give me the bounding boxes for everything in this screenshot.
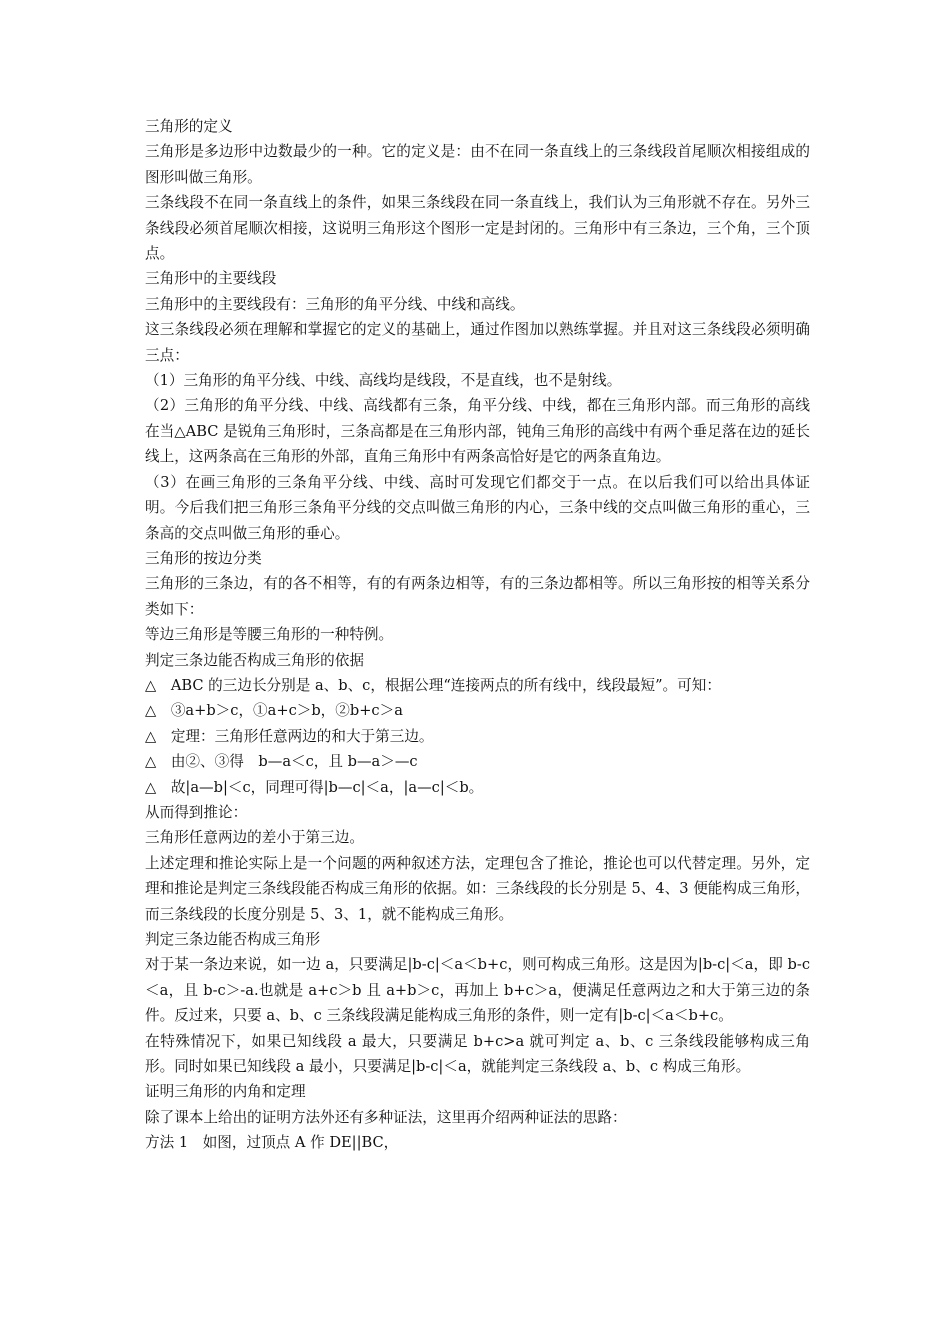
paragraph-special-case: 在特殊情况下，如果已知线段 a 最大，只要满足 b+c>a 就可判定 a、b、c 三条线段能够构成三角形。同时如果已知线段 a 最小，只要满足|b-c|＜a，就能判定三条线段 a、b、c 构成三角形。 (145, 1032, 810, 1076)
list-item-point-1: （1）三角形的角平分线、中线、高线均是线段，不是直线，也不是射线。 (145, 372, 622, 390)
paragraph-judge-side: 对于某一条边来说，如一边 a，只要满足|b-c|＜a＜b+c，则可构成三角形。这是因为|b-c|＜a，即 b-c＜a，且 b-c＞-a.也就是 a+c＞b 且 a+b＞c，再加上 b+c＞a，便满足任意两边之和大于第三边的条件。反过来，只要 a、b、c 三条线段满足能构成三角形的条件，则一定有|b-c|＜a＜b+c。 (145, 956, 810, 1025)
paragraph-corollary-intro: 从而得到推论： (145, 803, 248, 821)
paragraph-master-segments: 这三条线段必须在理解和掌握它的定义的基础上，通过作图加以熟练掌握。并且对这三条线段必须明确三点： (145, 321, 810, 364)
paragraph-equilateral-note: 等边三角形是等腰三角形的一种特例。 (145, 626, 394, 644)
section-heading-definition: 三角形的定义 (145, 118, 233, 135)
paragraph-angle-sum-intro: 除了课本上给出的证明方法外还有多种证法，这里再介绍两种证法的思路： (145, 1108, 627, 1126)
paragraph-corollary: 三角形任意两边的差小于第三边。 (145, 829, 364, 847)
section-heading-judge-triangle: 判定三条边能否构成三角形 (145, 931, 321, 948)
proof-step-1: △ ABC 的三边长分别是 a、b、c，根据公理“连接两点的所有线中，线段最短”。可知： (145, 676, 721, 694)
proof-step-3: △ 定理：三角形任意两边的和大于第三边。 (145, 727, 434, 745)
proof-step-2: △ ③a+b＞c，①a+c＞b，②b+c＞a (145, 702, 403, 720)
paragraph-conditions: 三条线段不在同一条直线上的条件，如果三条线段在同一条直线上，我们认为三角形就不存在。另外三条线段必须首尾顺次相接，这说明三角形这个图形一定是封闭的。三角形中有三条边，三个角，三个顶点。 (145, 194, 810, 263)
section-heading-angle-sum: 证明三角形的内角和定理 (145, 1083, 306, 1101)
section-heading-criteria: 判定三条边能否构成三角形的依据 (145, 651, 364, 669)
list-item-point-2: （2）三角形的角平分线、中线、高线都有三条，角平分线、中线，都在三角形内部。而三角形的高线在当△ABC 是锐角三角形时，三条高都是在三角形内部，钝角三角形的高线中有两个垂足落在边的延长线上，这两条高在三角形的外部，直角三角形中有两条高恰好是它的两条直角边。 (145, 397, 810, 466)
paragraph-theorem-discussion: 上述定理和推论实际上是一个问题的两种叙述方法，定理包含了推论，推论也可以代替定理。另外，定理和推论是判定三条线段能否构成三角形的依据。如：三条线段的长分别是 5、4、3 便能构成三角形，而三条线段的长度分别是 5、3、1，就不能构成三角形。 (145, 854, 810, 923)
paragraph-side-classification: 三角形的三条边，有的各不相等，有的有两条边相等，有的三条边都相等。所以三角形按的相等关系分类如下： (145, 575, 810, 618)
list-item-point-3: （3）在画三角形的三条角平分线、中线、高时可发现它们都交于一点。在以后我们可以给出具体证明。今后我们把三角形三条角平分线的交点叫做三角形的内心，三条中线的交点叫做三角形的重心，三条高的交点叫做三角形的垂心。 (145, 473, 810, 542)
section-heading-side-classification: 三角形的按边分类 (145, 549, 262, 567)
section-heading-main-segments: 三角形中的主要线段 (145, 270, 277, 288)
paragraph-method-1: 方法 1 如图，过顶点 A 作 DE||BC， (145, 1134, 399, 1152)
proof-step-4: △ 由②、③得 b—a＜c，且 b—a＞—c (145, 753, 418, 771)
paragraph-main-segments: 三角形中的主要线段有：三角形的角平分线、中线和高线。 (145, 295, 525, 313)
document-body (145, 114, 810, 1156)
proof-step-5: △ 故|a—b|＜c，同理可得|b—c|＜a，|a—c|＜b。 (145, 778, 484, 796)
paragraph-definition: 三角形是多边形中边数最少的一种。它的定义是：由不在同一条直线上的三条线段首尾顺次相接组成的图形叫做三角形。 (145, 143, 810, 186)
